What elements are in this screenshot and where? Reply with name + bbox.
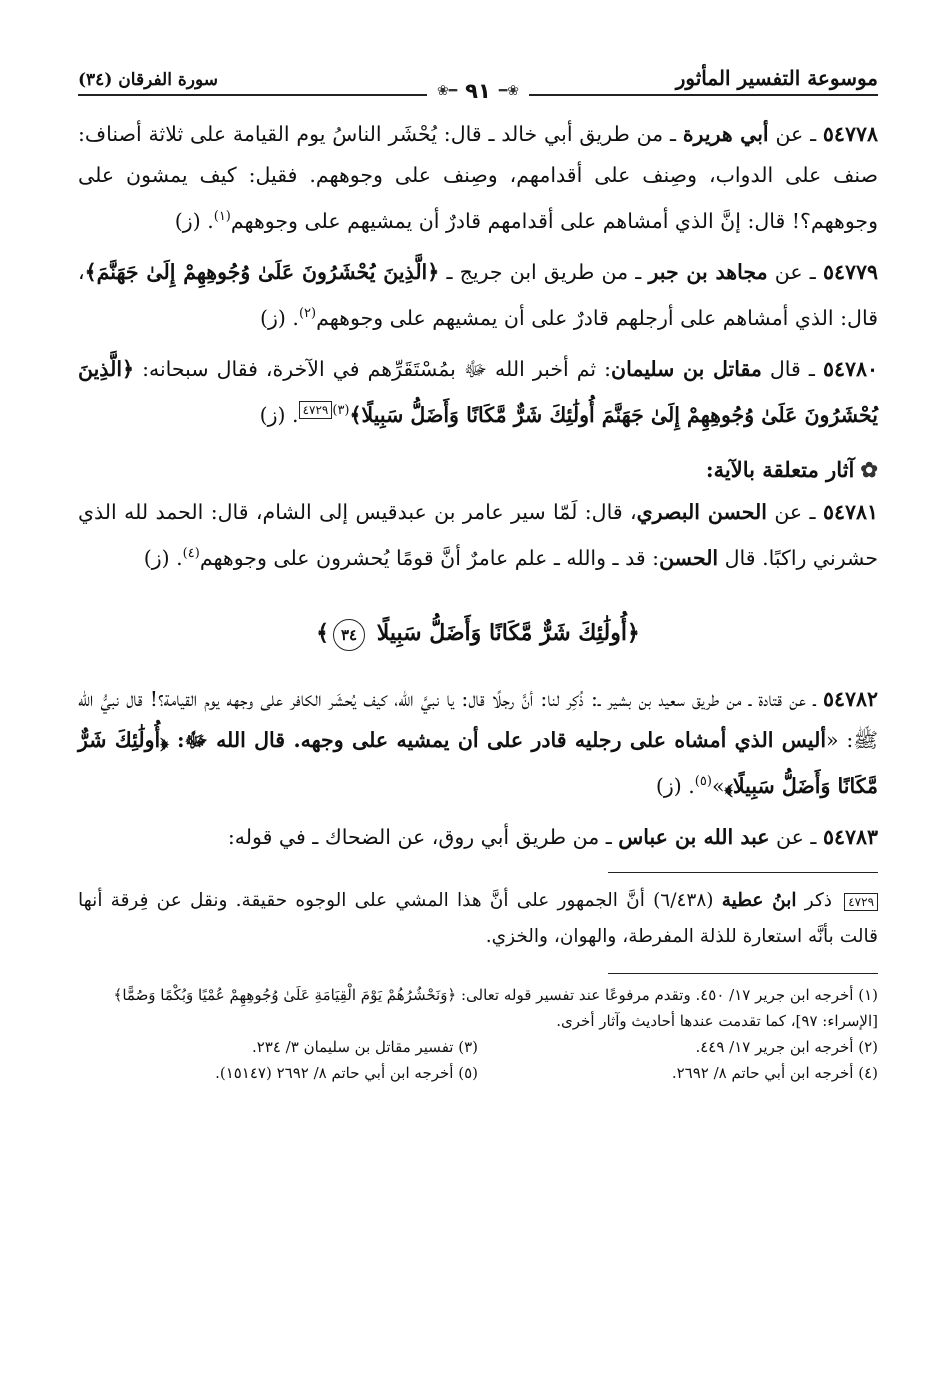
entry-number: ٥٤٧٨١	[822, 500, 878, 525]
entry-text: ـ قال	[761, 356, 823, 381]
entry-text: ـ من طريق ابن جريج ـ	[439, 259, 649, 284]
entry-number: ٥٤٧٨٢	[822, 687, 878, 712]
surah-label: سورة الفرقان (٣٤)	[78, 70, 219, 90]
footnote-ref[interactable]: (٥)	[694, 774, 712, 790]
footnote-ref[interactable]: (٢)	[298, 305, 317, 321]
entry-number: ٥٤٧٧٨	[822, 122, 878, 146]
entry-text: ـ عن قتادة ـ من طريق سعيد بن بشير ـ: ذُكِر لنا: أنَّ رجلًا قال: يا نبيَّ الله، كيف يُحشَر الكافر على وجهه يوم القيامة؟! قال نبيُّ الله ﷺ: «	[78, 687, 878, 753]
entry-text: : ثم أخبر الله ﷻ بمُسْتَقَرِّهم في الآخرة، فقال سبحانه:	[134, 356, 612, 381]
footnote-1: (١) أخرجه ابن جرير ١٧/ ٤٥٠. وتقدم مرفوعًا عند تفسير قوله تعالى: ﴿وَنَحْشُرُهُمْ يَوْمَ الْقِيَامَةِ عَلَىٰ وُجُوهِهِمْ عُمْيًا وَبُكْمًا وَصُمًّا﴾ [الإسراء: ٩٧]، كما تقدمت عندها أحاديث وآثار أخرى.	[113, 986, 878, 1031]
entry-54781	[78, 492, 878, 579]
entry-text: ـ من طريق أبي روق، عن الضحاك ـ في قوله:	[227, 825, 619, 850]
note-separator	[608, 872, 878, 873]
footnote-2: (٢) أخرجه ابن جرير ١٧/ ٤٤٩.	[695, 1038, 878, 1057]
entry-54780	[78, 349, 878, 436]
page	[78, 56, 878, 1086]
page-number-block	[427, 79, 529, 103]
hadith-text: أليس الذي أمشاه على رجليه قادر على أن يمشيه على وجهه. قال الله ﷻ:	[168, 728, 827, 753]
narrator-name: عبد الله بن عباس	[618, 825, 770, 850]
quote-close: »	[711, 774, 725, 799]
verse-heading	[78, 619, 878, 651]
section-heading-text: آثار متعلقة بالآية:	[705, 457, 855, 483]
footnote-separator	[608, 973, 878, 974]
narrator-name: الحسن	[659, 546, 719, 571]
narrator-name: أبي هريرة	[682, 122, 769, 146]
entry-text: : قد ـ والله ـ علم عامرٌ أنَّ قومًا يُحشرون على وجوههم	[199, 546, 660, 571]
narrator-name: مقاتل بن سليمان	[611, 356, 762, 381]
entry-text: ـ عن	[768, 122, 823, 146]
verse-text: ﴿أُولَٰئِكَ شَرٌّ مَّكَانًا وَأَضَلُّ سَبِيلًا	[376, 620, 640, 647]
footnote-ref[interactable]: (١)	[213, 209, 231, 224]
note-ref-box[interactable]: ٤٧٢٩	[299, 401, 333, 419]
book-title: موسوعة التفسير المأثور	[675, 66, 878, 90]
footnote-row	[78, 1034, 878, 1060]
verse-close: ﴾	[316, 620, 330, 647]
narrator-name: مجاهد بن جبر	[648, 259, 768, 284]
footnote-ref[interactable]: (٤)	[182, 546, 200, 562]
footnote-3: (٣) تفسير مقاتل بن سليمان ٣/ ٢٣٤.	[251, 1038, 478, 1057]
verse-number-icon: ٣٤	[333, 619, 365, 651]
entry-54779	[78, 252, 878, 339]
entry-end: . (ز)	[260, 305, 299, 330]
entry-end: . (ز)	[259, 402, 299, 427]
ornament-icon: ━❀	[437, 83, 458, 99]
ornament-icon: ❀━	[498, 83, 519, 99]
entry-text: ـ عن	[767, 259, 823, 284]
entry-text: ، قال: لَمّا سير عامر بن عبدقيس إلى الشام، قال: الحمد لله الذي حشرني راكبًا. قال	[78, 500, 878, 571]
entry-number: ٥٤٧٨٠	[822, 356, 878, 381]
editor-note	[78, 883, 878, 955]
entry-54778	[78, 114, 878, 242]
quran-ayah: ﴿أُولَٰئِكَ شَرٌّ مَّكَانًا وَأَضَلُّ سَبِيلًا﴾	[78, 728, 878, 799]
footnotes	[78, 982, 878, 1086]
entry-text: ، قال: الذي أمشاهم على أرجلهم قادرٌ على أن يمشيهم على وجوههم	[78, 259, 878, 330]
narrator-name: الحسن البصري	[636, 500, 767, 525]
footnote-5: (٥) أخرجه ابن أبي حاتم ٨/ ٢٦٩٢ (١٥١٤٧).	[215, 1064, 478, 1083]
entry-end: . (ز)	[143, 546, 183, 571]
entry-text: ـ من طريق أبي خالد ـ قال: يُحْشَر الناسُ يوم القيامة على ثلاثة أصناف: صنف على الدواب، وصِنف على أقدامهم، وصِنف على وجوههم. فقيل: كيف يمشون على وجوههم؟! قال: إنَّ الذي أمشاهم على أقدامهم قادرٌ أن يمشيهم على وجوههم	[78, 122, 878, 233]
entry-text: ـ عن	[769, 825, 823, 850]
section-heading	[78, 457, 878, 482]
footnote-4: (٤) أخرجه ابن أبي حاتم ٨/ ٢٦٩٢.	[671, 1064, 878, 1083]
note-author: ابنُ عطية	[721, 890, 797, 912]
entry-text: ـ عن	[766, 500, 823, 525]
quran-ayah: ﴿الَّذِينَ يُحْشَرُونَ عَلَىٰ وُجُوهِهِمْ إِلَىٰ جَهَنَّمَ﴾	[84, 259, 440, 284]
entry-number: ٥٤٧٨٣	[822, 825, 878, 850]
entry-end: . (ز)	[655, 774, 695, 799]
entry-end: . (ز)	[174, 208, 214, 233]
footnote-row	[78, 1060, 878, 1086]
note-text: ذكر	[796, 890, 841, 912]
quran-ayah: ﴿الَّذِينَ يُحْشَرُونَ عَلَىٰ وُجُوهِهِمْ إِلَىٰ جَهَنَّمَ أُولَٰئِكَ شَرٌّ مَّكَانًا وَأَضَلُّ سَبِيلًا﴾	[78, 356, 878, 427]
note-number-box: ٤٧٢٩	[844, 893, 878, 911]
entry-54782	[78, 679, 878, 807]
note-text: (٦/٤٣٨) أنَّ الجمهور على أنَّ هذا المشي على الوجوه حقيقة. ونقل عن فِرقة أنها قالت بأنَّه استعارة للذلة المفرطة، والهوان، والخزي.	[78, 890, 878, 948]
entry-54783	[78, 817, 878, 858]
page-number: ٩١	[465, 79, 491, 103]
flower-icon: ✿	[860, 457, 878, 483]
entry-number: ٥٤٧٧٩	[822, 259, 878, 284]
footnote-ref[interactable]: (٣)	[332, 402, 350, 418]
